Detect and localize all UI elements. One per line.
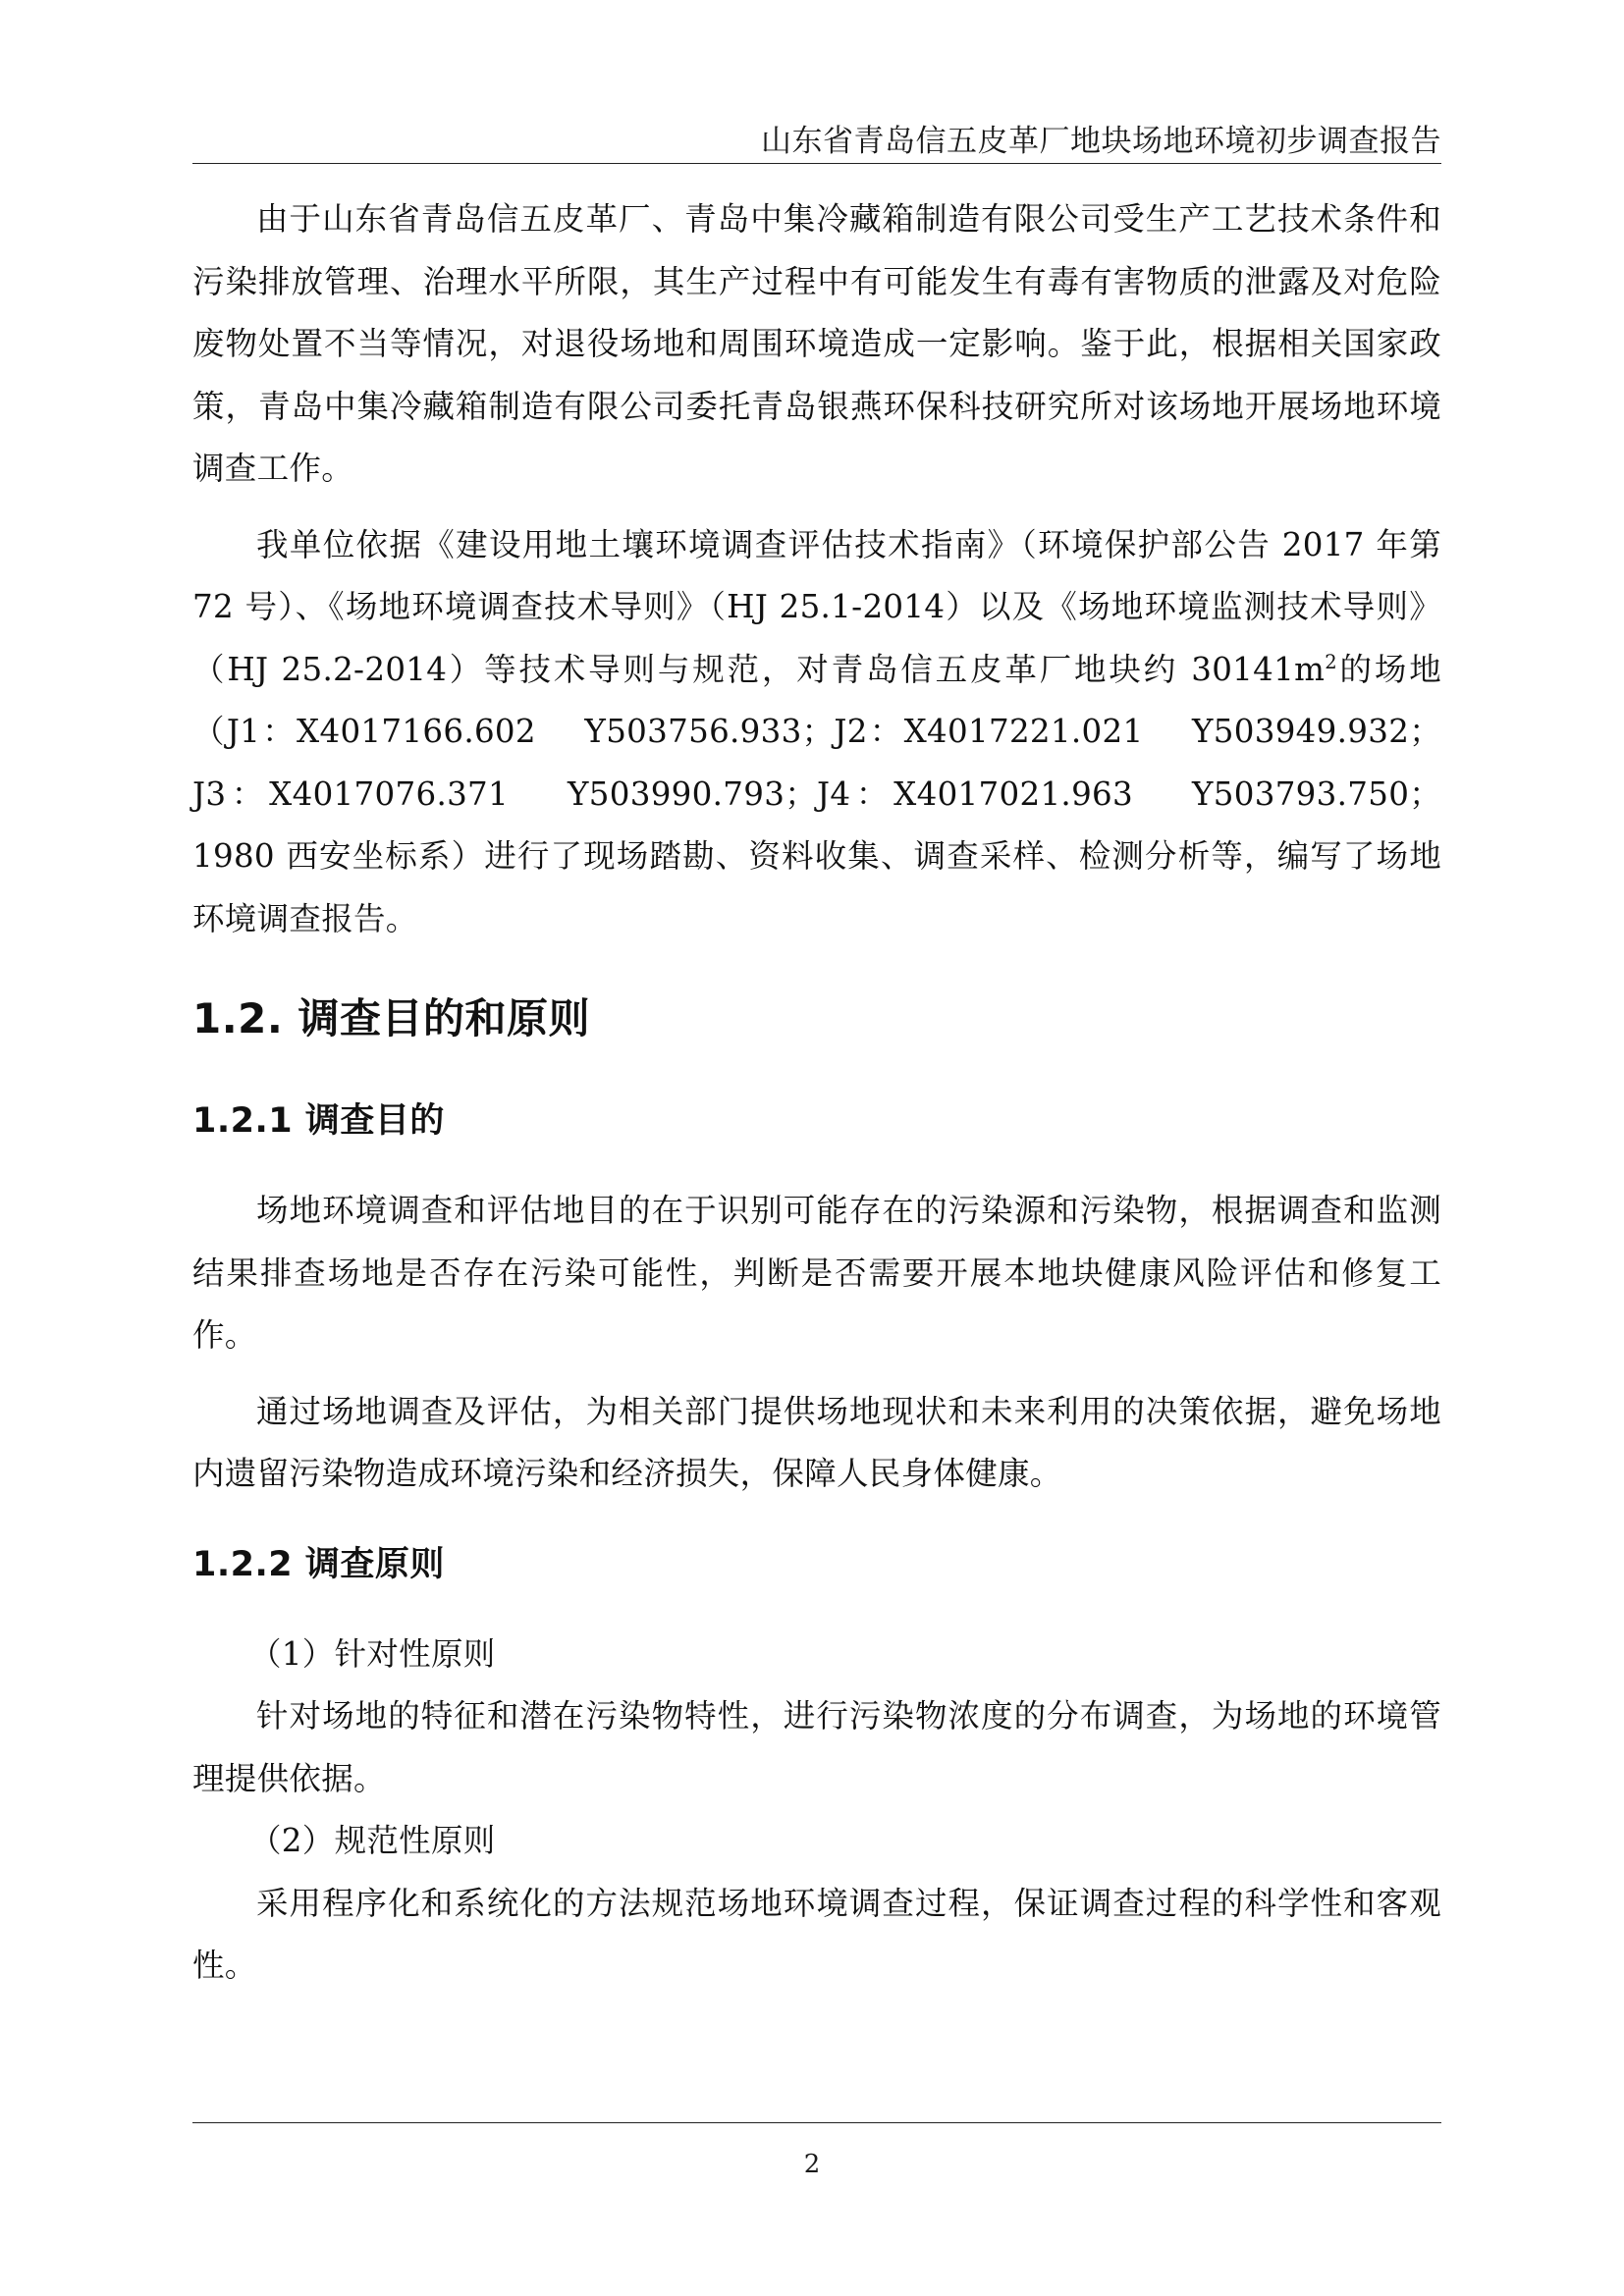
- paragraph-intro-2: [192, 514, 1441, 951]
- paragraph-intro-1: 由于山东省青岛信五皮革厂、青岛中集冷藏箱制造有限公司受生产工艺技术条件和污染排放管理、治理水平所限，其生产过程中有可能发生有毒有害物质的泄露及对危险废物处置不当等情况，对退役场地和周围环境造成一定影响。鉴于此，根据相关国家政策，青岛中集冷藏箱制造有限公司委托青岛银燕环保科技研究所对该场地开展场地环境调查工作。: [192, 200, 1441, 487]
- area-unit-superscript: 2: [1325, 650, 1337, 673]
- paragraph-purpose-1: 场地环境调查和评估地目的在于识别可能存在的污染源和污染物，根据调查和监测结果排查场地是否存在污染可能性，判断是否需要开展本地块健康风险评估和修复工作。: [192, 1192, 1441, 1354]
- section-heading-1-2-2: 1.2.2 调查原则: [192, 1544, 445, 1584]
- page-number: 2: [803, 2150, 821, 2179]
- principle-1-title: （1）针对性原则: [249, 1634, 496, 1673]
- section-heading-1-2-1: 1.2.1 调查目的: [192, 1101, 445, 1141]
- document-body: [192, 188, 1441, 1998]
- header-divider: [192, 163, 1441, 164]
- principle-1-text: 针对场地的特征和潜在污染物特性，进行污染物浓度的分布调查，为场地的环境管理提供依据。: [192, 1697, 1441, 1797]
- running-header: 山东省青岛信五皮革厂地块场地环境初步调查报告: [761, 124, 1441, 159]
- principle-2-text: 采用程序化和系统化的方法规范场地环境调查过程，保证调查过程的科学性和客观性。: [192, 1884, 1441, 1984]
- paragraph-intro-2-part-b: 的场地（J1：X4017166.602 Y503756.933；J2：X4017221.021 Y503949.932；J3：X4017076.371 Y503990.793；J4：X4017021.963 Y503793.750；1980 西安坐标系）进行了现场踏勘、资料收集、调查采样、检测分析等，编写了场地环境调查报告。: [192, 650, 1442, 937]
- section-heading-1-2: 1.2. 调查目的和原则: [192, 994, 590, 1042]
- paragraph-purpose-2: 通过场地调查及评估，为相关部门提供场地现状和未来利用的决策依据，避免场地内遗留污染物造成环境污染和经济损失，保障人民身体健康。: [192, 1392, 1441, 1492]
- principle-2-title: （2）规范性原则: [249, 1822, 496, 1859]
- paragraph-intro-2-part-a: 我单位依据《建设用地土壤环境调查评估技术指南》（环境保护部公告 2017 年第 72 号）、《场地环境调查技术导则》（HJ 25.1-2014）以及《场地环境监测技术导则》（HJ 25.2-2014）等技术导则与规范，对青岛信五皮革厂地块约 30141m: [192, 525, 1441, 688]
- footer-divider: [192, 2122, 1441, 2123]
